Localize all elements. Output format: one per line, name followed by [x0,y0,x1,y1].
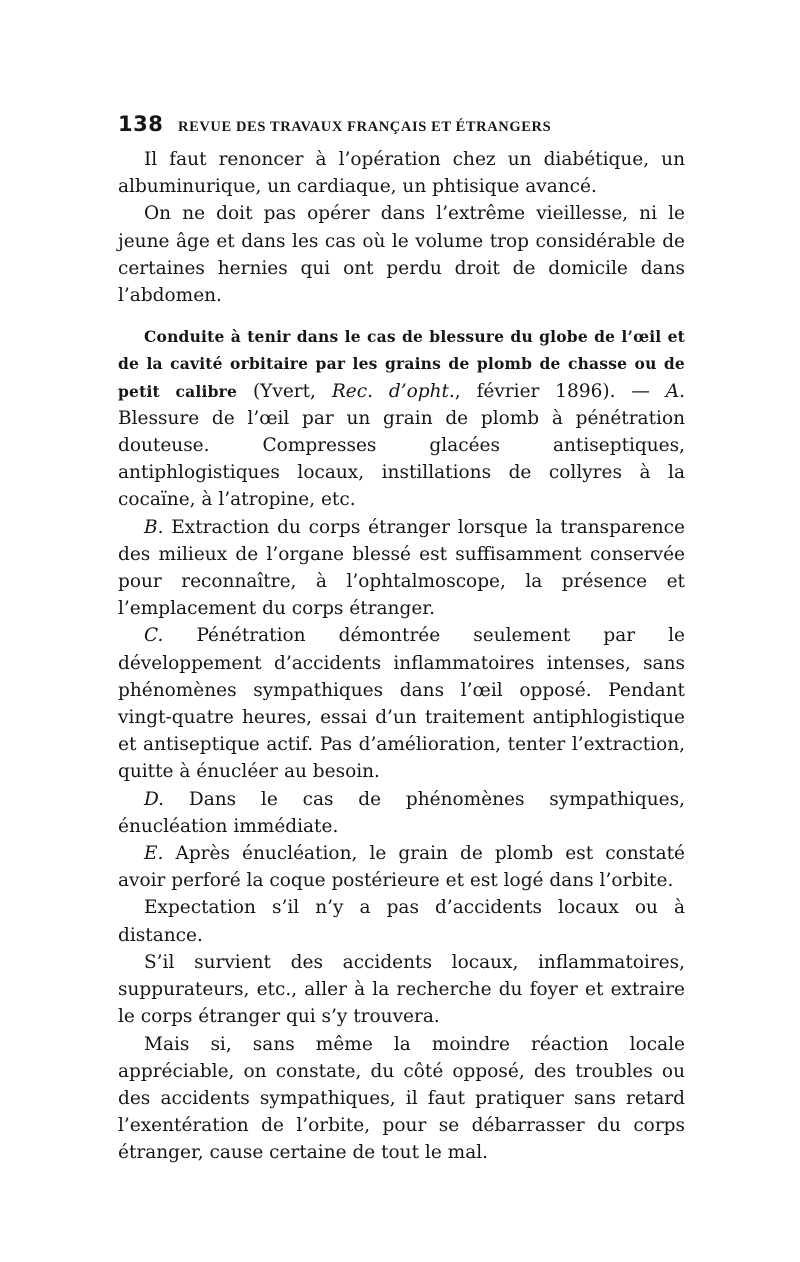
item-text-b: Extraction du corps étranger lorsque la transparence des milieux de l’organe blessé est suffisamment conservée pour reconnaître, à l’ophtalmoscope, la présence et l’emplacement du corps étranger. [118,516,685,620]
paragraph-b [118,514,685,623]
item-label-a: A. [665,380,685,402]
paragraph-survient: S’il survient des accidents locaux, inflammatoires, suppurateurs, etc., aller à la recherche du foyer et extraire le corps étranger qui s’y trouvera. [118,951,685,1028]
item-text-e: Après énucléation, le grain de plomb est constaté avoir perforé la coque postérieure et est logé dans l’orbite. [118,843,685,892]
page-header [118,112,685,146]
paragraph-c [118,622,685,785]
item-text-d: Dans le cas de phénomènes sympathiques, énucléation immédiate. [118,788,685,837]
item-text-c: Pénétration démontrée seulement par le développement d’accidents inflammatoires intenses, sans phénomènes sympathiques dans l’œil opposé. Pendant vingt-quatre heures, essai d’un traitement antiphlogistique et antiseptique actif. Pas d’amélioration, tenter l’extraction, quitte à énucléer au besoin. [118,625,685,783]
page-number: 138 [118,112,164,136]
running-head: REVUE DES TRAVAUX FRANÇAIS ET ÉTRANGERS [178,119,552,135]
paragraph-age-volume: On ne doit pas opérer dans l’extrême vieillesse, ni le jeune âge et dans les cas où le volume trop considérable de certaines hernies qui ont perdu droit de domicile dans l’abdomen. [118,203,685,307]
paragraph-e [118,840,685,894]
item-label-e: E. [144,843,164,865]
item-label-d: D. [144,788,165,810]
item-label-b: B. [144,516,164,538]
paragraph-final: Mais si, sans même la moindre réaction locale appréciable, on constate, du côté opposé, des troubles ou des accidents sympathiques, il faut pratiquer sans retard l’exentération de l’orbite, pour se débarrasser du corps étranger, cause certaine de tout le mal. [118,1033,685,1164]
section-heading: Conduite à tenir dans le cas de blessure du globe de l’œil et de la cavité orbitaire par les grains de plomb de chasse ou de petit calibre [118,327,685,401]
citation-author: (Yvert, [237,380,332,402]
book-page [118,112,685,1167]
paragraph-d [118,786,685,840]
section-paragraph [118,323,685,513]
item-text-a: Blessure de l’œil par un grain de plomb à pénétration douteuse. Compresses glacées antiseptiques, antiphlogistiques locaux, instillations de collyres à la cocaïne, à l’atropine, etc. [118,407,685,511]
item-label-c: C. [144,625,164,647]
paragraph-expectation: Expectation s’il n’y a pas d’accidents locaux ou à distance. [118,897,685,946]
paragraph-contraindications: Il faut renoncer à l’opération chez un diabétique, un albuminurique, un cardiaque, un phtisique avancé. [118,149,685,198]
citation-journal: Rec. d’opht. [331,380,455,402]
citation-date: , février 1896). — [454,380,666,402]
